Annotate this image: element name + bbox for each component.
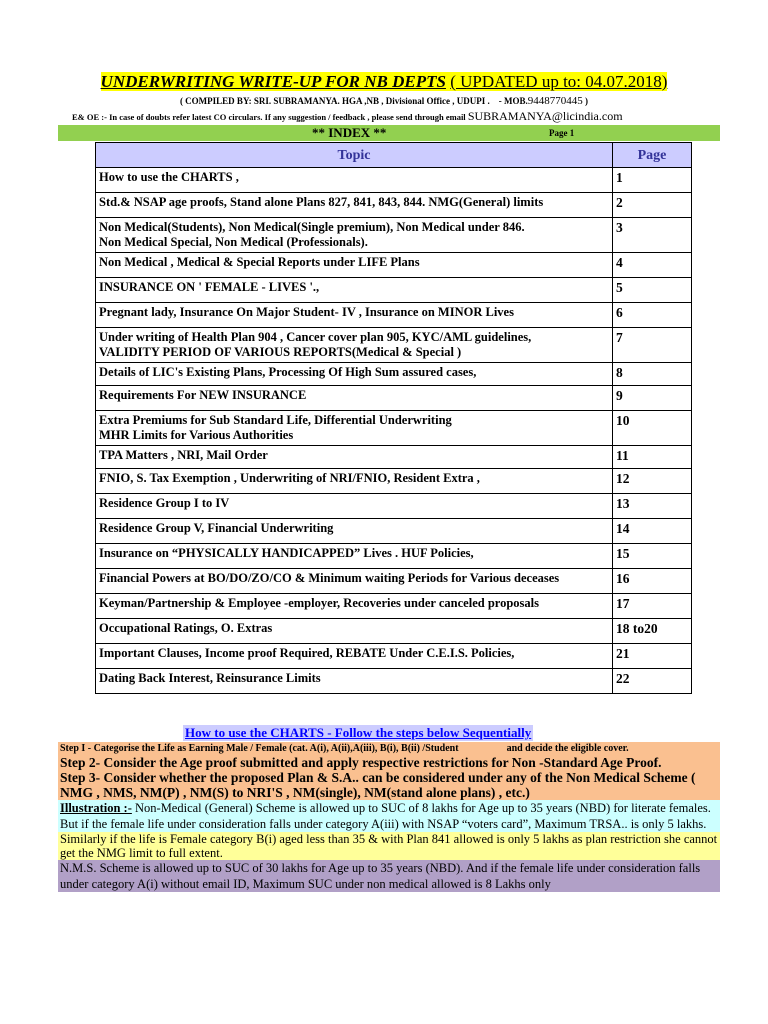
page-cell: 1 (613, 168, 692, 193)
topic-text: Requirements For NEW INSURANCE (99, 388, 307, 402)
topic-cell (96, 669, 613, 694)
topic-text: Non Medical , Medical & Special Reports under LIFE Plans (99, 255, 420, 269)
table-row (96, 569, 692, 594)
topic-cell (96, 469, 613, 494)
nms-note: N.M.S. Scheme is allowed up to SUC of 30 lakhs for Age up to 35 years (NBD). And if the female life under consideration falls under category A(i) without email ID, Maximum SUC under non medical allowed is 8 Lakhs only (58, 860, 720, 892)
email-link[interactable]: SUBRAMANYA@licindia.com (467, 109, 623, 123)
topic-cell (96, 193, 613, 218)
mob-number: 9448770445 (527, 95, 583, 107)
page-cell: 14 (613, 519, 692, 544)
illustration (58, 800, 720, 832)
topic-cell (96, 594, 613, 619)
page-cell: 9 (613, 386, 692, 411)
page-cell: 11 (613, 446, 692, 469)
compiled-by: ( COMPILED BY: SRI. SUBRAMANYA. HGA ,NB , Divisional Office , UDUPI . (179, 96, 490, 106)
topic-cell (96, 303, 613, 328)
topic-cell (96, 544, 613, 569)
topic-text: Residence Group V, Financial Underwriting (99, 521, 334, 535)
page-cell: 16 (613, 569, 692, 594)
index-page-label: Page 1 (549, 128, 575, 138)
table-row (96, 644, 692, 669)
page-cell: 17 (613, 594, 692, 619)
eoe-text: E& OE :- In case of doubts refer latest CO circulars. If any suggestion / feedback , please send through email (72, 112, 466, 122)
topic-cell (96, 569, 613, 594)
mob-close: ) (585, 96, 589, 106)
table-row (96, 469, 692, 494)
topic-text: Pregnant lady, Insurance On Major Student- IV , Insurance on MINOR Lives (99, 305, 514, 319)
topic-text: Dating Back Interest, Reinsurance Limits (99, 671, 321, 685)
steps-section (58, 742, 720, 892)
topic-cell (96, 278, 613, 303)
topic-text: Details of LIC's Existing Plans, Processing Of High Sum assured cases, (99, 365, 477, 379)
mob-label: - MOB. (498, 96, 528, 106)
topic-cell (96, 644, 613, 669)
table-row (96, 446, 692, 469)
table-row (96, 386, 692, 411)
eoe-line (72, 109, 623, 124)
topic-text-line2: VALIDITY PERIOD OF VARIOUS REPORTS(Medical & Special ) (99, 345, 462, 359)
table-row (96, 363, 692, 386)
table-row (96, 519, 692, 544)
header-page: Page (613, 143, 692, 168)
page-cell: 6 (613, 303, 692, 328)
table-row (96, 303, 692, 328)
table-row (96, 218, 692, 253)
topic-cell (96, 328, 613, 363)
page-cell: 2 (613, 193, 692, 218)
topic-cell (96, 494, 613, 519)
page-cell: 7 (613, 328, 692, 363)
illustration-text: Non-Medical (General) Scheme is allowed up to SUC of 8 lakhs for Age up to 35 years (NBD) for literate females. But if the female life under consideration falls under category A(iii) with NSAP “voters card”, Maximum TRSA.. is only 5 lakhs. (60, 801, 711, 831)
topic-cell (96, 619, 613, 644)
topic-text: Extra Premiums for Sub Standard Life, Differential Underwriting (99, 413, 452, 427)
topic-text: Financial Powers at BO/DO/ZO/CO & Minimum waiting Periods for Various deceases (99, 571, 560, 585)
table-row (96, 669, 692, 694)
table-row (96, 328, 692, 363)
step-1-text: Step I - Categorise the Life as Earning Male / Female (cat. A(i), A(ii),A(iii), B(i), B(ii) /Student (60, 743, 459, 754)
step-1-end: and decide the eligible cover. (506, 743, 629, 754)
title-main: UNDERWRITING WRITE-UP FOR NB DEPTS (100, 72, 446, 91)
topic-cell (96, 446, 613, 469)
index-title: ** INDEX ** (312, 125, 387, 140)
table-row (96, 278, 692, 303)
topic-cell (96, 218, 613, 253)
topic-text: Important Clauses, Income proof Required, REBATE Under C.E.I.S. Policies, (99, 646, 515, 660)
howto-heading: How to use the CHARTS - Follow the steps below Sequentially (185, 725, 532, 740)
topic-cell (96, 386, 613, 411)
topic-text: TPA Matters , NRI, Mail Order (99, 448, 268, 462)
topic-text: Non Medical(Students), Non Medical(Single premium), Non Medical under 846. (99, 220, 525, 234)
page-cell: 21 (613, 644, 692, 669)
page-cell: 10 (613, 411, 692, 446)
topic-text: FNIO, S. Tax Exemption , Underwriting of NRI/FNIO, Resident Extra , (99, 471, 480, 485)
page-cell: 15 (613, 544, 692, 569)
topic-text: Keyman/Partnership & Employee -employer, Recoveries under canceled proposals (99, 596, 540, 610)
step-1 (58, 742, 720, 755)
page-cell: 22 (613, 669, 692, 694)
page-cell: 12 (613, 469, 692, 494)
index-table (95, 142, 692, 694)
topic-cell (96, 168, 613, 193)
table-row (96, 619, 692, 644)
document-title (0, 72, 768, 92)
step-3: Step 3- Consider whether the proposed Plan & S.A.. can be considered under any of the Non Medical Scheme ( NMG , NMS, NM(P) , NM(S) to NRI'S , NM(single), NM(stand alone plans) , etc.) (58, 770, 720, 800)
topic-text: Std.& NSAP age proofs, Stand alone Plans 827, 841, 843, 844. NMG(General) limits (99, 195, 544, 209)
table-row (96, 594, 692, 619)
table-header-row (96, 143, 692, 168)
topic-cell (96, 519, 613, 544)
title-updated: ( UPDATED up to: 04.07.2018) (450, 72, 668, 91)
page-cell: 13 (613, 494, 692, 519)
title-highlight (101, 72, 668, 91)
topic-cell (96, 363, 613, 386)
page-cell: 5 (613, 278, 692, 303)
step-2: Step 2- Consider the Age proof submitted and apply respective restrictions for Non -Standard Age Proof. (58, 755, 720, 770)
page-cell: 4 (613, 253, 692, 278)
table-row (96, 544, 692, 569)
table-row (96, 253, 692, 278)
table-row (96, 193, 692, 218)
illustration-label: Illustration :- (60, 801, 132, 815)
topic-cell (96, 253, 613, 278)
index-bar (58, 125, 720, 141)
topic-text-line2: MHR Limits for Various Authorities (99, 428, 294, 442)
index-table-body (96, 168, 692, 694)
topic-cell (96, 411, 613, 446)
topic-text-line2: Non Medical Special, Non Medical (Professionals). (99, 235, 368, 249)
page-cell: 8 (613, 363, 692, 386)
topic-text: Under writing of Health Plan 904 , Cancer cover plan 905, KYC/AML guidelines, (99, 330, 532, 344)
similarly-note: Similarly if the life is Female category B(i) aged less than 35 & with Plan 841 allowed is only 5 lakhs as plan restriction she cannot get the NMG limit to full extent. (58, 832, 720, 860)
topic-text: How to use the CHARTS , (99, 170, 239, 184)
table-row (96, 411, 692, 446)
page-cell: 18 to20 (613, 619, 692, 644)
table-row (96, 168, 692, 193)
compiled-by-line (0, 95, 768, 107)
topic-text: Occupational Ratings, O. Extras (99, 621, 273, 635)
header-topic: Topic (96, 143, 613, 168)
topic-text: Insurance on “PHYSICALLY HANDICAPPED” Lives . HUF Policies, (99, 546, 474, 560)
page-cell: 3 (613, 218, 692, 253)
topic-text: INSURANCE ON ' FEMALE - LIVES '., (99, 280, 320, 294)
table-row (96, 494, 692, 519)
topic-text: Residence Group I to IV (99, 496, 230, 510)
